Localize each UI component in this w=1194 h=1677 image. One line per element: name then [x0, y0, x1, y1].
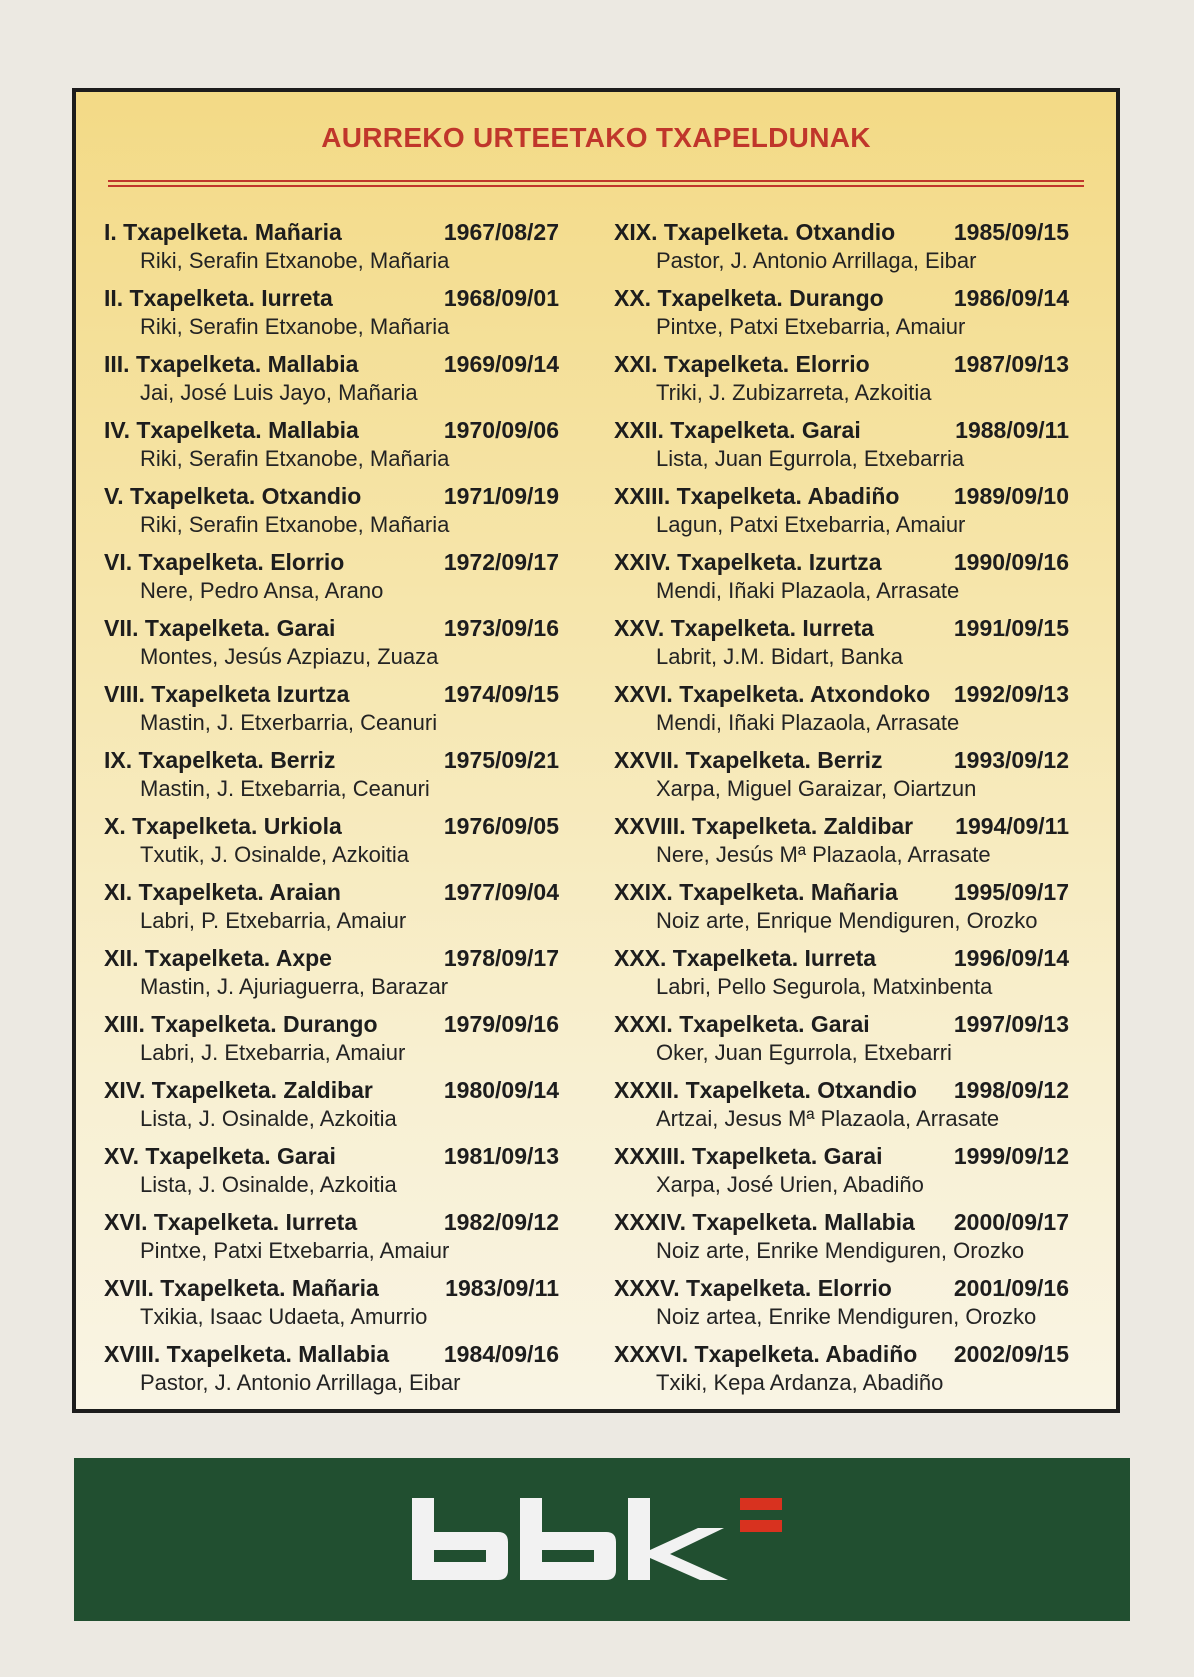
championship-title: XVIII. Txapelketa. Mallabia: [104, 1341, 390, 1367]
title-double-rule: [108, 180, 1084, 187]
championship-winner: Artzai, Jesus Mª Plazaola, Arrasate: [656, 1106, 1000, 1131]
footer-banner: [74, 1458, 1130, 1621]
championship-heading: [614, 944, 1069, 973]
championship-heading: [614, 416, 1069, 445]
championship-winner: Noiz arte, Enrique Mendiguren, Orozko: [656, 908, 1038, 933]
championship-entry: [614, 416, 1069, 482]
championship-date: 1992/09/13: [953, 681, 1069, 707]
championship-winner: Jai, José Luis Jayo, Mañaria: [140, 380, 418, 405]
championship-title: XXVII. Txapelketa. Berriz: [614, 747, 883, 773]
championship-winner: Montes, Jesús Azpiazu, Zuaza: [140, 644, 439, 669]
championship-date: 1976/09/05: [443, 813, 559, 839]
championship-title: VII. Txapelketa. Garai: [104, 615, 336, 641]
championship-date: 1991/09/15: [953, 615, 1069, 641]
championship-heading: [104, 746, 559, 775]
championship-heading: [104, 548, 559, 577]
championship-entry: [104, 944, 559, 1010]
championship-entry: [614, 1208, 1069, 1274]
championship-heading: [104, 1076, 559, 1105]
championship-entry: [104, 746, 559, 812]
championship-winner: Mastin, J. Etxebarria, Ceanuri: [140, 776, 430, 801]
championship-date: 1985/09/15: [953, 219, 1069, 245]
championship-winner: Xarpa, José Urien, Abadiño: [656, 1172, 924, 1197]
championship-date: 1984/09/16: [443, 1341, 559, 1367]
championship-heading: [614, 1076, 1069, 1105]
championship-date: 1993/09/12: [953, 747, 1069, 773]
championship-title: XXXIV. Txapelketa. Mallabia: [614, 1209, 915, 1235]
championship-entry: [104, 812, 559, 878]
championship-title: XXI. Txapelketa. Elorrio: [614, 351, 870, 377]
championship-title: XVI. Txapelketa. Iurreta: [104, 1209, 358, 1235]
championship-heading: [614, 1142, 1069, 1171]
right-column: [614, 218, 1069, 1406]
championship-winner: Txiki, Kepa Ardanza, Abadiño: [656, 1370, 944, 1395]
championship-date: 1989/09/10: [953, 483, 1069, 509]
championship-entry: [614, 482, 1069, 548]
championship-entry: [104, 680, 559, 746]
championship-title: IV. Txapelketa. Mallabia: [104, 417, 359, 443]
championship-date: 1974/09/15: [443, 681, 559, 707]
championship-winner: Pastor, J. Antonio Arrillaga, Eibar: [140, 1370, 461, 1395]
left-column: [104, 218, 559, 1406]
championship-title: V. Txapelketa. Otxandio: [104, 483, 362, 509]
championship-entry: [614, 746, 1069, 812]
championship-heading: [614, 350, 1069, 379]
championship-winner: Triki, J. Zubizarreta, Azkoitia: [656, 380, 932, 405]
championship-winner: Mendi, Iñaki Plazaola, Arrasate: [656, 578, 960, 603]
championship-entry: [614, 878, 1069, 944]
championship-heading: [614, 1340, 1069, 1369]
championship-entry: [104, 218, 559, 284]
championship-winner: Oker, Juan Egurrola, Etxebarri: [656, 1040, 952, 1065]
championship-title: XIV. Txapelketa. Zaldibar: [104, 1077, 373, 1103]
championship-heading: [104, 482, 559, 511]
championship-entry: [614, 218, 1069, 284]
championship-winner: Pintxe, Patxi Etxebarria, Amaiur: [656, 314, 966, 339]
championship-winner: Labri, J. Etxebarria, Amaiur: [140, 1040, 406, 1065]
championship-heading: [104, 1142, 559, 1171]
championship-entry: [614, 350, 1069, 416]
championship-winner: Lagun, Patxi Etxebarria, Amaiur: [656, 512, 966, 537]
championship-date: 1998/09/12: [953, 1077, 1069, 1103]
championship-heading: [104, 944, 559, 973]
championship-title: XI. Txapelketa. Araian: [104, 879, 341, 905]
championship-heading: [104, 1010, 559, 1039]
championship-entry: [104, 878, 559, 944]
championship-heading: [614, 284, 1069, 313]
championship-heading: [104, 878, 559, 907]
championship-title: XXXV. Txapelketa. Elorrio: [614, 1275, 892, 1301]
championship-winner: Mastin, J. Etxerbarria, Ceanuri: [140, 710, 438, 735]
page-title: AURREKO URTEETAKO TXAPELDUNAK: [321, 122, 871, 153]
championship-winner: Riki, Serafin Etxanobe, Mañaria: [140, 314, 450, 339]
championship-winner: Labri, P. Etxebarria, Amaiur: [140, 908, 407, 933]
championship-title: XV. Txapelketa. Garai: [104, 1143, 336, 1169]
championship-title: XXXIII. Txapelketa. Garai: [614, 1143, 883, 1169]
champions-panel: [72, 88, 1120, 1413]
championship-winner: Lista, J. Osinalde, Azkoitia: [140, 1106, 397, 1131]
championship-entry: [614, 812, 1069, 878]
championship-date: 2002/09/15: [953, 1341, 1069, 1367]
championship-title: IX. Txapelketa. Berriz: [104, 747, 336, 773]
championship-date: 1967/08/27: [443, 219, 559, 245]
championship-winner: Pintxe, Patxi Etxebarria, Amaiur: [140, 1238, 450, 1263]
championship-date: 2001/09/16: [953, 1275, 1069, 1301]
championship-title: XXVIII. Txapelketa. Zaldibar: [614, 813, 914, 839]
championship-date: 1979/09/16: [443, 1011, 559, 1037]
championship-entry: [104, 482, 559, 548]
championship-heading: [614, 1010, 1069, 1039]
championship-heading: [104, 1208, 559, 1237]
championship-date: 1981/09/13: [443, 1143, 559, 1169]
championship-entry: [104, 1340, 559, 1406]
championship-title: XXIV. Txapelketa. Izurtza: [614, 549, 882, 575]
championship-entry: [104, 548, 559, 614]
championship-heading: [104, 218, 559, 247]
championship-date: 1972/09/17: [443, 549, 559, 575]
championship-date: 1970/09/06: [443, 417, 559, 443]
championship-entry: [104, 614, 559, 680]
championship-date: 1980/09/14: [443, 1077, 559, 1103]
championship-date: 1982/09/12: [443, 1209, 559, 1235]
championship-heading: [104, 416, 559, 445]
championship-winner: Lista, J. Osinalde, Azkoitia: [140, 1172, 397, 1197]
championship-heading: [104, 284, 559, 313]
championship-date: 1969/09/14: [443, 351, 559, 377]
championship-entry: [104, 1076, 559, 1142]
championship-title: XXV. Txapelketa. Iurreta: [614, 615, 874, 641]
championship-title: XXVI. Txapelketa. Atxondoko: [614, 681, 931, 707]
championship-title: III. Txapelketa. Mallabia: [104, 351, 359, 377]
championship-title: XXX. Txapelketa. Iurreta: [614, 945, 877, 971]
championship-date: 1973/09/16: [443, 615, 559, 641]
championship-heading: [614, 878, 1069, 907]
championship-date: 1994/09/11: [955, 813, 1069, 839]
championship-winner: Txutik, J. Osinalde, Azkoitia: [140, 842, 409, 867]
championship-date: 1968/09/01: [443, 285, 559, 311]
championship-heading: [614, 218, 1069, 247]
championship-heading: [614, 482, 1069, 511]
championship-title: XVII. Txapelketa. Mañaria: [104, 1275, 379, 1301]
championship-heading: [104, 680, 559, 709]
championship-title: XIII. Txapelketa. Durango: [104, 1011, 378, 1037]
championship-title: VI. Txapelketa. Elorrio: [104, 549, 345, 575]
championship-date: 1999/09/12: [953, 1143, 1069, 1169]
championship-date: 1988/09/11: [955, 417, 1069, 443]
championship-title: XXXII. Txapelketa. Otxandio: [614, 1077, 917, 1103]
championship-title: XXIII. Txapelketa. Abadiño: [614, 483, 900, 509]
championship-entry: [104, 1010, 559, 1076]
championship-winner: Riki, Serafin Etxanobe, Mañaria: [140, 248, 450, 273]
championship-date: 1995/09/17: [953, 879, 1069, 905]
championship-date: 1987/09/13: [953, 351, 1069, 377]
championship-entry: [104, 416, 559, 482]
championship-entry: [614, 1010, 1069, 1076]
championship-title: X. Txapelketa. Urkiola: [104, 813, 342, 839]
championship-heading: [104, 1274, 559, 1303]
championship-heading: [614, 548, 1069, 577]
championship-title: XXXI. Txapelketa. Garai: [614, 1011, 870, 1037]
championship-heading: [614, 812, 1069, 841]
championship-heading: [614, 1208, 1069, 1237]
championship-entry: [614, 548, 1069, 614]
championship-date: 1986/09/14: [953, 285, 1069, 311]
championship-winner: Txikia, Isaac Udaeta, Amurrio: [140, 1304, 428, 1329]
championship-date: 1977/09/04: [443, 879, 559, 905]
championship-winner: Xarpa, Miguel Garaizar, Oiartzun: [656, 776, 977, 801]
championship-winner: Nere, Jesús Mª Plazaola, Arrasate: [656, 842, 991, 867]
championship-title: XXII. Txapelketa. Garai: [614, 417, 861, 443]
championship-date: 1983/09/11: [445, 1275, 559, 1301]
championship-title: XII. Txapelketa. Axpe: [104, 945, 332, 971]
championship-heading: [614, 1274, 1069, 1303]
championship-winner: Pastor, J. Antonio Arrillaga, Eibar: [656, 248, 977, 273]
championship-title: XX. Txapelketa. Durango: [614, 285, 884, 311]
championship-heading: [104, 350, 559, 379]
championship-heading: [104, 1340, 559, 1369]
bbk-logo: [412, 1498, 792, 1580]
championship-entry: [614, 284, 1069, 350]
championship-winner: Nere, Pedro Ansa, Arano: [140, 578, 384, 603]
championship-winner: Labri, Pello Segurola, Matxinbenta: [656, 974, 993, 999]
championship-winner: Lista, Juan Egurrola, Etxebarria: [656, 446, 965, 471]
championship-entry: [104, 350, 559, 416]
championship-title: II. Txapelketa. Iurreta: [104, 285, 333, 311]
championship-entry: [614, 680, 1069, 746]
championship-date: 1990/09/16: [953, 549, 1069, 575]
championship-date: 1978/09/17: [443, 945, 559, 971]
championship-entry: [104, 1274, 559, 1340]
championship-heading: [104, 812, 559, 841]
championship-title: XIX. Txapelketa. Otxandio: [614, 219, 896, 245]
championship-entry: [104, 1208, 559, 1274]
championship-date: 1996/09/14: [953, 945, 1069, 971]
championship-winner: Riki, Serafin Etxanobe, Mañaria: [140, 512, 450, 537]
championship-title: XXIX. Txapelketa. Mañaria: [614, 879, 898, 905]
championship-heading: [614, 680, 1069, 709]
championship-heading: [104, 614, 559, 643]
championship-date: 2000/09/17: [953, 1209, 1069, 1235]
championship-entry: [104, 1142, 559, 1208]
championship-date: 1975/09/21: [443, 747, 559, 773]
championship-entry: [614, 1142, 1069, 1208]
championship-winner: Noiz artea, Enrike Mendiguren, Orozko: [656, 1304, 1037, 1329]
championship-title: I. Txapelketa. Mañaria: [104, 219, 342, 245]
championship-date: 1997/09/13: [953, 1011, 1069, 1037]
championship-winner: Mastin, J. Ajuriaguerra, Barazar: [140, 974, 449, 999]
championship-heading: [614, 614, 1069, 643]
championship-entry: [614, 1076, 1069, 1142]
championship-entry: [614, 614, 1069, 680]
championship-winner: Noiz arte, Enrike Mendiguren, Orozko: [656, 1238, 1025, 1263]
championship-entry: [614, 944, 1069, 1010]
championship-winner: Riki, Serafin Etxanobe, Mañaria: [140, 446, 450, 471]
championship-entry: [614, 1274, 1069, 1340]
championship-entry: [614, 1340, 1069, 1406]
championship-title: XXXVI. Txapelketa. Abadiño: [614, 1341, 918, 1367]
championship-winner: Mendi, Iñaki Plazaola, Arrasate: [656, 710, 960, 735]
championship-entry: [104, 284, 559, 350]
championship-heading: [614, 746, 1069, 775]
championship-title: VIII. Txapelketa Izurtza: [104, 681, 350, 707]
championship-winner: Labrit, J.M. Bidart, Banka: [656, 644, 903, 669]
championship-date: 1971/09/19: [443, 483, 559, 509]
